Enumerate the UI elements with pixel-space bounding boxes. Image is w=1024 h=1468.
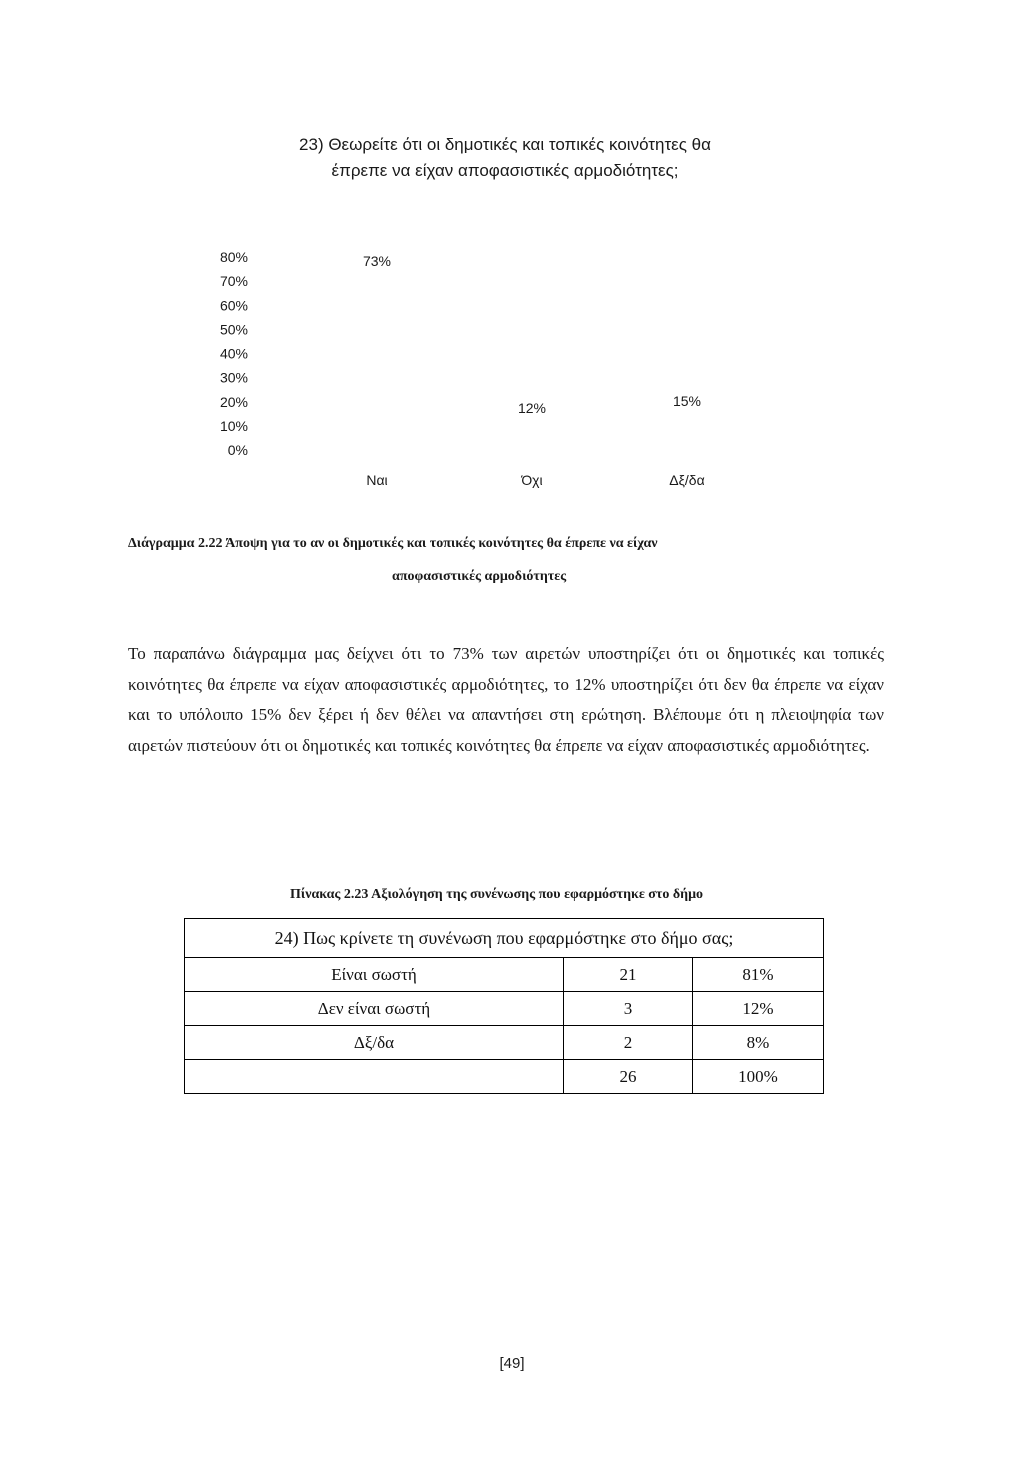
y-tick-label: 70% (219, 273, 248, 290)
table-cell-label: Δεν είναι σωστή (185, 992, 564, 1026)
bar (329, 274, 425, 450)
chart-title-line-1: 23) Θεωρείτε ότι οι δημοτικές και τοπικές κοινότητες θα (299, 135, 711, 154)
table-cell-percent: 12% (693, 992, 824, 1026)
data-label: 12% (517, 400, 547, 417)
table-cell-label: Είναι σωστή (185, 958, 564, 992)
y-tick-label: 40% (219, 345, 248, 362)
y-tick-label: 80% (219, 249, 248, 265)
x-tick-label: Ναι (366, 472, 388, 488)
table-cell-label (185, 1060, 564, 1094)
table-header-cell: 24) Πως κρίνετε τη συνένωση που εφαρμόστηκε στο δήμο σας; (185, 919, 824, 958)
figure-caption (128, 527, 888, 593)
y-tick-label: 20% (219, 393, 248, 410)
table-cell-label: Δξ/δα (185, 1026, 564, 1060)
page-number: [49] (499, 1355, 525, 1372)
table-row (185, 1026, 824, 1060)
bar (639, 414, 735, 450)
table-cell-count: 2 (564, 1026, 693, 1060)
x-tick-label: Δξ/δα (669, 472, 705, 488)
table-cell-count: 21 (564, 958, 693, 992)
y-tick-label: 0% (227, 442, 248, 458)
chart-title-line-2: έπρεπε να είχαν αποφασιστικές αρμοδιότητες; (331, 161, 679, 180)
data-label: 73% (362, 252, 392, 269)
body-paragraph: Το παραπάνω διάγραμμα μας δείχνει ότι το 73% των αιρετών υποστηρίζει ότι οι δημοτικές και τοπικές κοινότητες θα έπρεπε να είχαν αποφασιστικές αρμοδιότητες, το 12% υποστηρίζει ότι δεν θα έπρεπε να είχαν και το υπόλοιπο 15% δεν ξέρει ή δεν θέλει να απαντήσει στη ερώτηση. Βλέπουμε ότι η πλειοψηφία των αιρετών πιστεύουν ότι οι δημοτικές και τοπικές κοινότητες θα έπρεπε να είχαν αποφασιστικές αρμοδιότητες. (128, 644, 884, 755)
figure-caption-line-2: αποφασιστικές αρμοδιότητες (392, 569, 567, 584)
y-tick-label: 10% (219, 417, 248, 434)
y-tick-label: 30% (219, 369, 248, 386)
table-row (185, 958, 824, 992)
table-caption: Πίνακας 2.23 Αξιολόγηση της συνένωσης που εφαρμόστηκε στο δήμο (290, 887, 704, 902)
table-row-total (185, 1060, 824, 1094)
table-header-row (185, 919, 824, 958)
table-cell-count: 3 (564, 992, 693, 1026)
y-tick-label: 50% (219, 321, 248, 338)
table-cell-percent: 81% (693, 958, 824, 992)
table-cell-percent: 100% (693, 1060, 824, 1094)
table-cell-count: 26 (564, 1060, 693, 1094)
table-row (185, 992, 824, 1026)
bar (484, 421, 580, 450)
x-tick-label: Όχι (521, 472, 543, 488)
table-cell-percent: 8% (693, 1026, 824, 1060)
bar-chart (0, 0, 1024, 520)
data-label: 15% (672, 392, 702, 409)
results-table (184, 918, 824, 1094)
figure-caption-line-1: Διάγραμμα 2.22 Άποψη για το αν οι δημοτικές και τοπικές κοινότητες θα έπρεπε να είχαν (128, 536, 658, 551)
y-tick-label: 60% (219, 297, 248, 314)
